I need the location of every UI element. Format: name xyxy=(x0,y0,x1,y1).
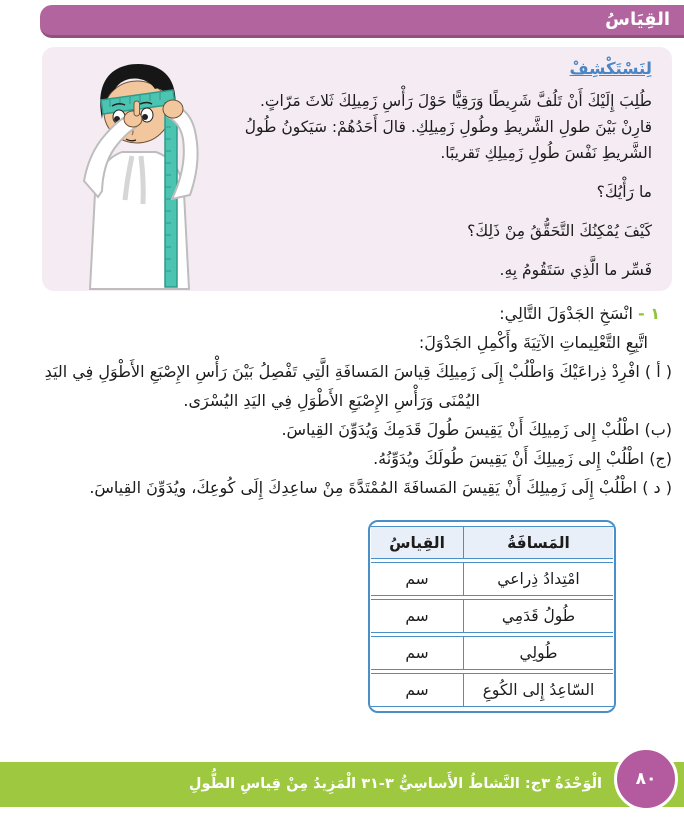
footer-bar xyxy=(0,762,684,807)
step-marker: ( د ) xyxy=(642,478,672,497)
explore-paragraph-line: الشَّريطِ نَفْسَ طُولِ زَمِيلِكِ تَقريبًا. xyxy=(440,144,652,162)
explore-paragraph-line: طُلِبَ إِلَيْكَ أَنْ تَلُفَّ شَرِيطًا وَرَقِيًّا حَوْلَ رَأْسِ زَمِيلِكَ ثَلاثَ مَرّاتٍ. xyxy=(259,92,652,110)
step-marker: (ج) xyxy=(649,449,672,468)
activity-title-line xyxy=(8,299,660,328)
table-row xyxy=(371,562,613,596)
instruction-step-c xyxy=(8,444,672,473)
table-row xyxy=(371,636,613,670)
boy-measuring-head-illustration xyxy=(42,47,237,291)
cell-distance: طُولِي xyxy=(463,636,613,670)
step-text: اطْلُبْ إِلَى زَمِيلِكَ أَنْ يَقِيسَ المَسافَةَ المُمْتَدَّةَ مِنْ ساعِدِكَ إِلَى كُوعِكَ، ويُدَوِّنَ القِياسَ. xyxy=(89,478,638,497)
page-title: القِيَاسُ xyxy=(605,9,670,30)
activity-subtitle: اتَّبِعِ التَّعْلِيماتِ الآتِيَةَ وأَكْمِلِ الجَدْوَلَ: xyxy=(418,333,648,352)
activity-number: ١ - xyxy=(638,304,660,323)
explore-question: ما رَأْيُكَ؟ xyxy=(596,183,652,201)
instruction-step-a-continuation: اليُمْنَى وَرَأْسِ الإِصْبَعِ الأَطْوَلِ فِي اليَدِ اليُسْرَى. xyxy=(183,391,480,410)
page-number-badge xyxy=(614,747,678,811)
cell-distance: امْتِدادُ ذِراعي xyxy=(463,562,613,596)
activity-instructions xyxy=(8,299,672,502)
instruction-step-b xyxy=(8,415,672,444)
col-header-distance: المَسافَةُ xyxy=(463,526,613,559)
explore-text xyxy=(237,47,672,291)
cell-measure: سم xyxy=(371,599,463,633)
table-row xyxy=(371,599,613,633)
step-text: اطْلُبْ إِلى زَمِيلِكَ أَنْ يَقِيسَ طُولَ قَدَمِكَ وَيُدَوِّنَ القِياسَ. xyxy=(281,420,640,439)
cell-distance: طُولُ قَدَمِي xyxy=(463,599,613,633)
explore-question: كَيْفَ يُمْكِنُكَ التَّحَقُّقُ مِنْ ذَلِكَ؟ xyxy=(467,222,652,240)
step-text: اطْلُبْ إِلى زَمِيلِكَ أَنْ يَقِيسَ طُولَكَ ويُدَوِّنُهُ. xyxy=(373,449,645,468)
step-marker: (ب) xyxy=(644,420,672,439)
lesson-header-bar xyxy=(40,5,684,38)
activity-title: انْسَخِ الجَدْوَلَ التَّالِي: xyxy=(499,304,633,323)
step-text: افْرِدْ ذِراعَيْكَ وَاطْلُبْ إِلَى زَمِيلِكَ قِياسَ المَسافَةِ الَّتِي تَفْصِلُ بَيْنَ رَأْسِ الإِصْبَعِ الأَطْوَلِ فِي اليَدِ xyxy=(44,362,640,381)
lesson-reference: الْوَحْدَةُ ٣ج: النَّشاطُ الأَساسِيُّ ٣-٣١ الْمَزِيدُ مِنْ قِياسِ الطُّولِ xyxy=(188,776,602,792)
cell-measure: سم xyxy=(371,636,463,670)
instruction-step-a xyxy=(8,357,672,386)
explore-question: فَسِّر ما الَّذِي سَتَقُومُ بِهِ. xyxy=(499,261,652,279)
explore-section xyxy=(42,47,672,291)
table-row xyxy=(371,673,613,707)
table-header-row xyxy=(371,526,613,559)
cell-measure: سم xyxy=(371,562,463,596)
cell-measure: سم xyxy=(371,673,463,707)
page-number: ٨٠ xyxy=(635,769,657,789)
explore-heading: لِنَسْتَكْشِفْ xyxy=(569,59,652,78)
cell-distance: السّاعِدُ إِلى الكُوعِ xyxy=(463,673,613,707)
instruction-step-d xyxy=(8,473,672,502)
measurement-table xyxy=(368,520,616,713)
explore-paragraph-line: قارِنْ بَيْنَ طولِ الشَّريطِ وطُولِ زَمِيلِكِ. قالَ أَحَدُهُمْ: سَيَكونُ طُولُ xyxy=(244,118,652,136)
col-header-measure: القِياسُ xyxy=(371,526,463,559)
step-marker: ( أ ) xyxy=(644,362,672,381)
